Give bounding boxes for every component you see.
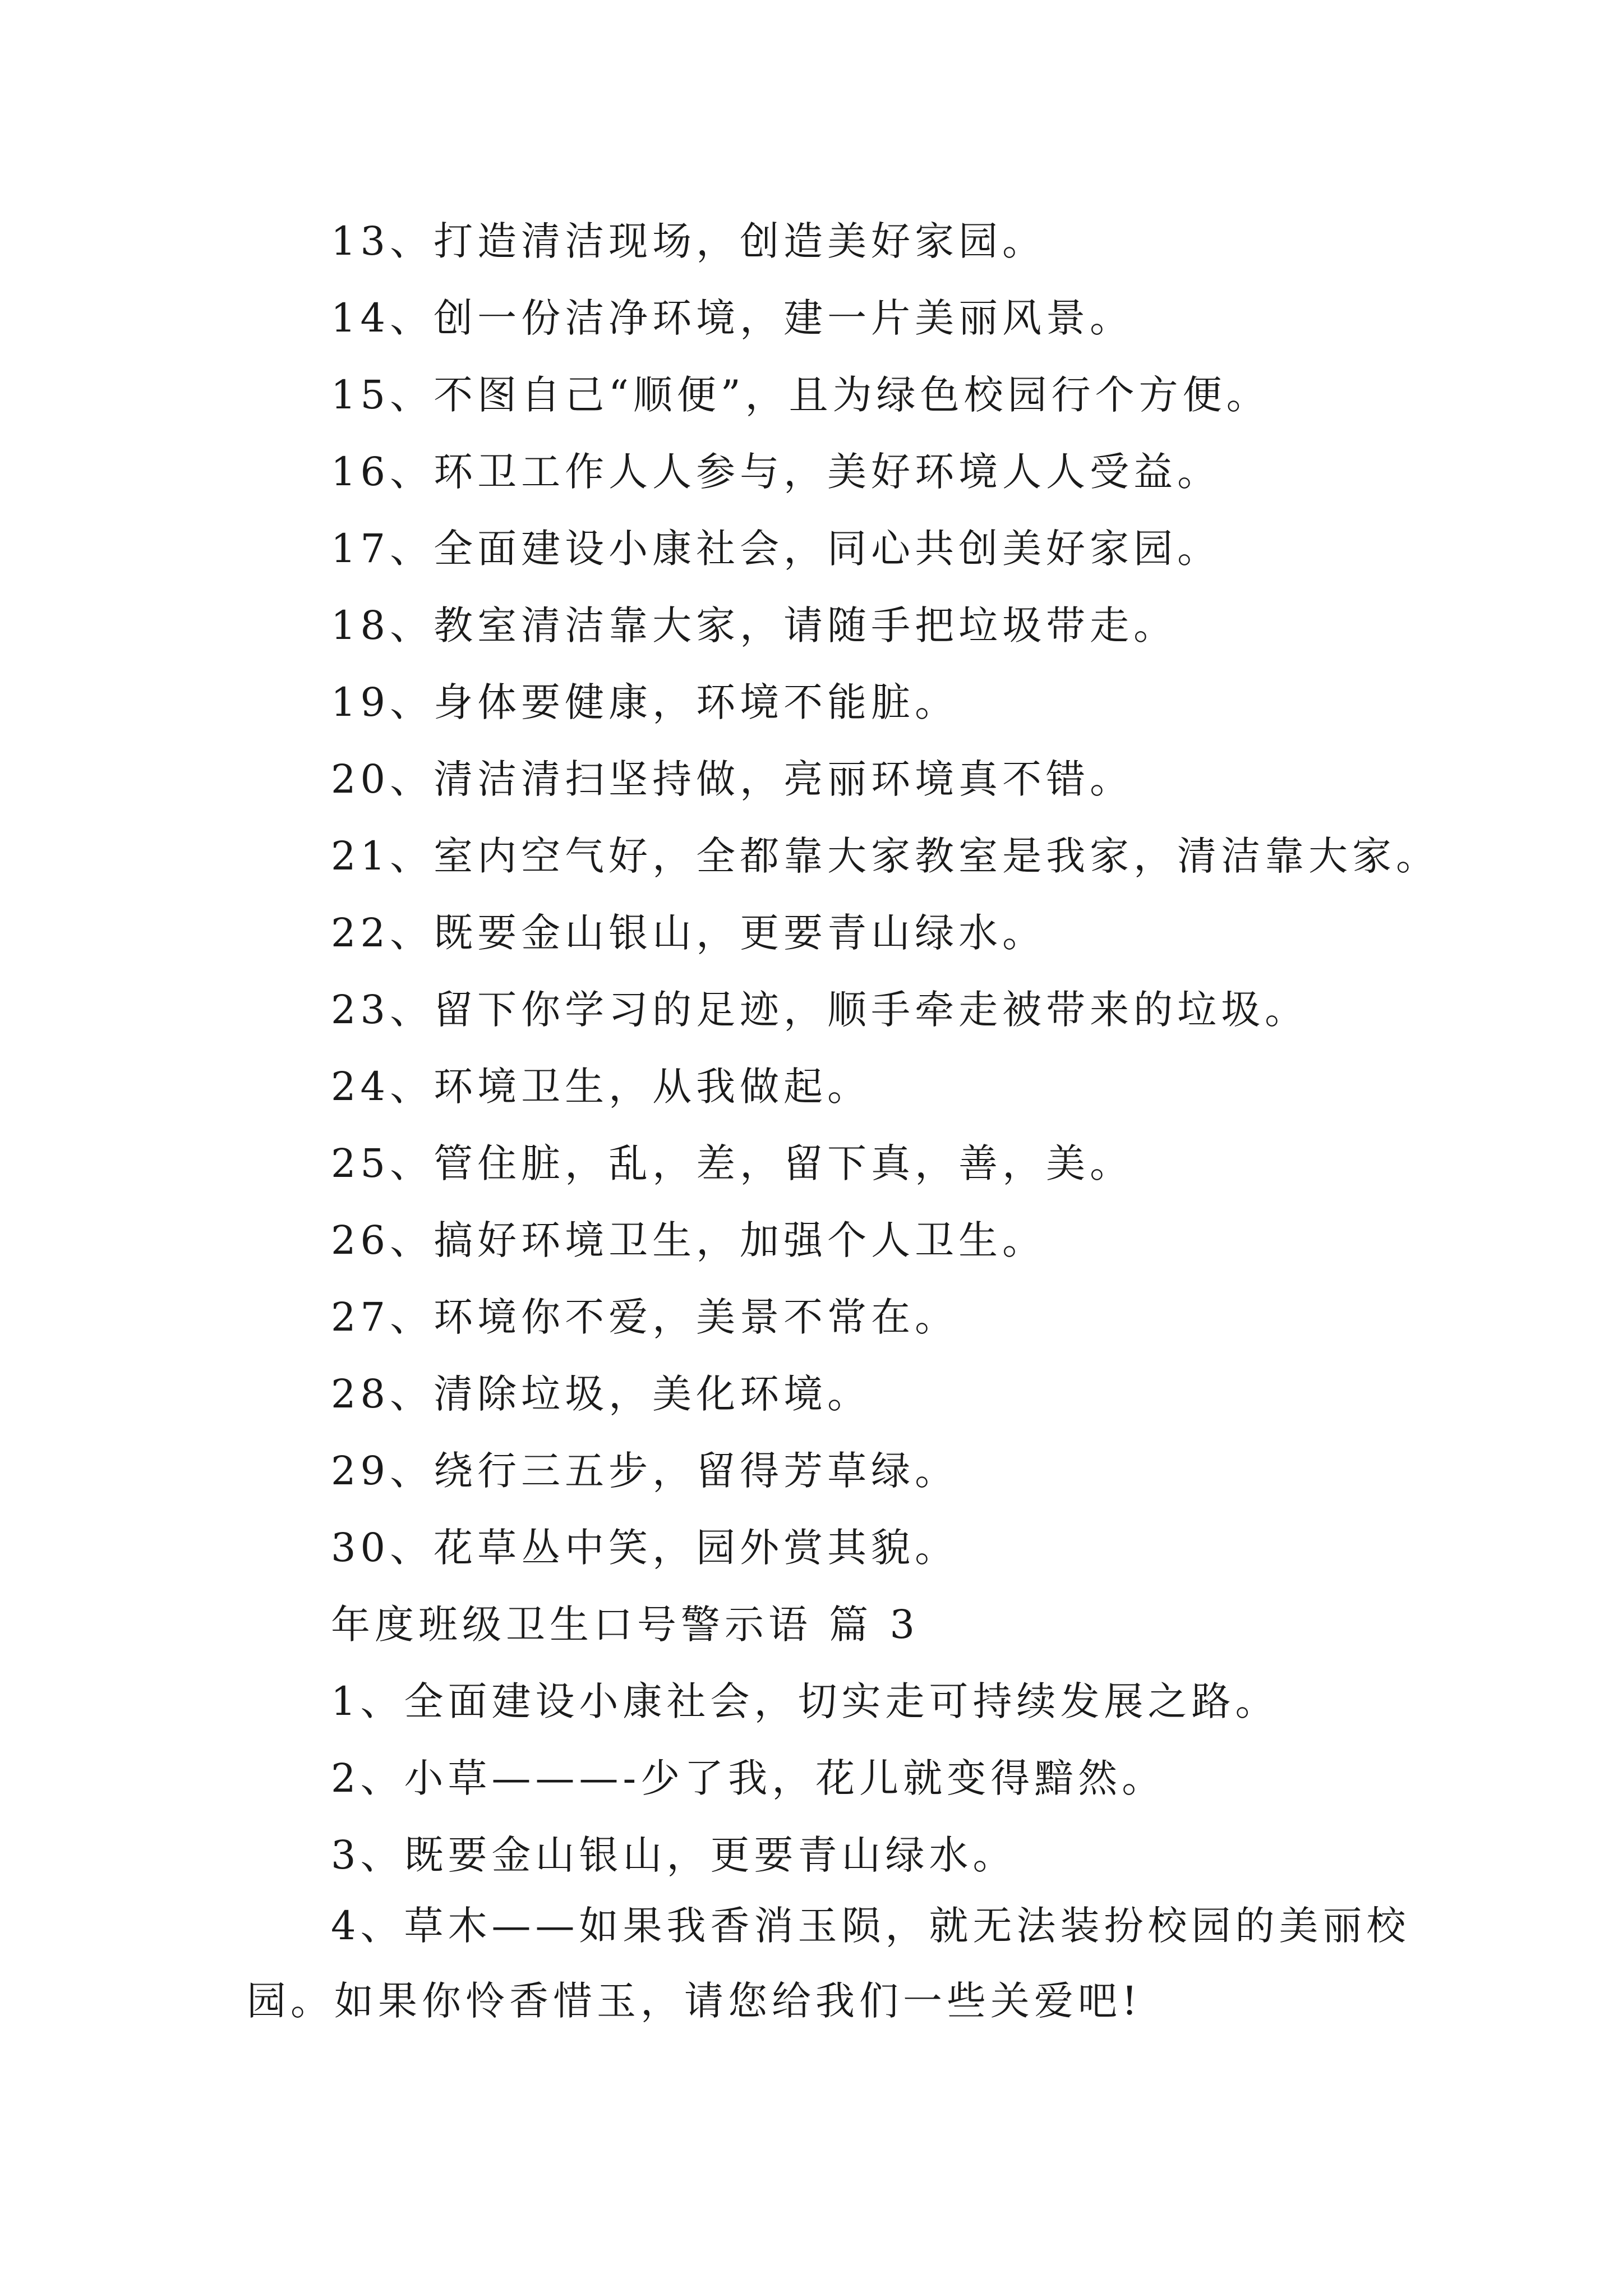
section-heading: 年度班级卫生口号警示语 篇 3 <box>331 1602 920 1648</box>
list-item: 20、清洁清扫坚持做，亮丽环境真不错。 <box>331 756 1134 802</box>
list-item: 16、环卫工作人人参与，美好环境人人受益。 <box>331 449 1221 495</box>
list-item: 30、花草丛中笑，园外赏其貌。 <box>331 1525 959 1571</box>
list-item: 23、留下你学习的足迹，顺手牵走被带来的垃圾。 <box>331 987 1309 1033</box>
list-item: 1、全面建设小康社会，切实走可持续发展之路。 <box>331 1678 1279 1724</box>
paragraph: 4、草木——如果我香消玉陨，就无法装扮校园的美丽校园。如果你怜香惜玉，请您给我们一些关爱吧! <box>247 1903 1410 2024</box>
list-item: 15、不图自己“顺便”，且为绿色校园行个方便。 <box>331 372 1270 418</box>
list-item: 26、搞好环境卫生，加强个人卫生。 <box>331 1217 1046 1263</box>
list-item: 22、既要金山银山，更要青山绿水。 <box>331 910 1046 956</box>
list-item: 24、环境卫生，从我做起。 <box>331 1064 872 1110</box>
list-item: 14、创一份洁净环境，建一片美丽风景。 <box>331 295 1134 341</box>
list-item: 28、清除垃圾，美化环境。 <box>331 1371 872 1417</box>
list-item: 25、管住脏，乱，差，留下真，善，美。 <box>331 1140 1134 1186</box>
list-item: 13、打造清洁现场，创造美好家园。 <box>331 218 1046 264</box>
list-item: 2、小草———-少了我，花儿就变得黯然。 <box>331 1755 1166 1801</box>
list-item: 21、室内空气好，全都靠大家教室是我家，清洁靠大家。 <box>331 833 1440 879</box>
list-item: 19、身体要健康，环境不能脏。 <box>331 679 959 725</box>
list-item: 17、全面建设小康社会，同心共创美好家园。 <box>331 526 1221 572</box>
list-item: 3、既要金山银山，更要青山绿水。 <box>331 1832 1017 1878</box>
list-item: 18、教室清洁靠大家，请随手把垃圾带走。 <box>331 602 1178 648</box>
list-item: 29、绕行三五步，留得芳草绿。 <box>331 1448 959 1494</box>
slogan-list <box>331 203 1441 1894</box>
list-item: 27、环境你不爱，美景不常在。 <box>331 1294 959 1340</box>
